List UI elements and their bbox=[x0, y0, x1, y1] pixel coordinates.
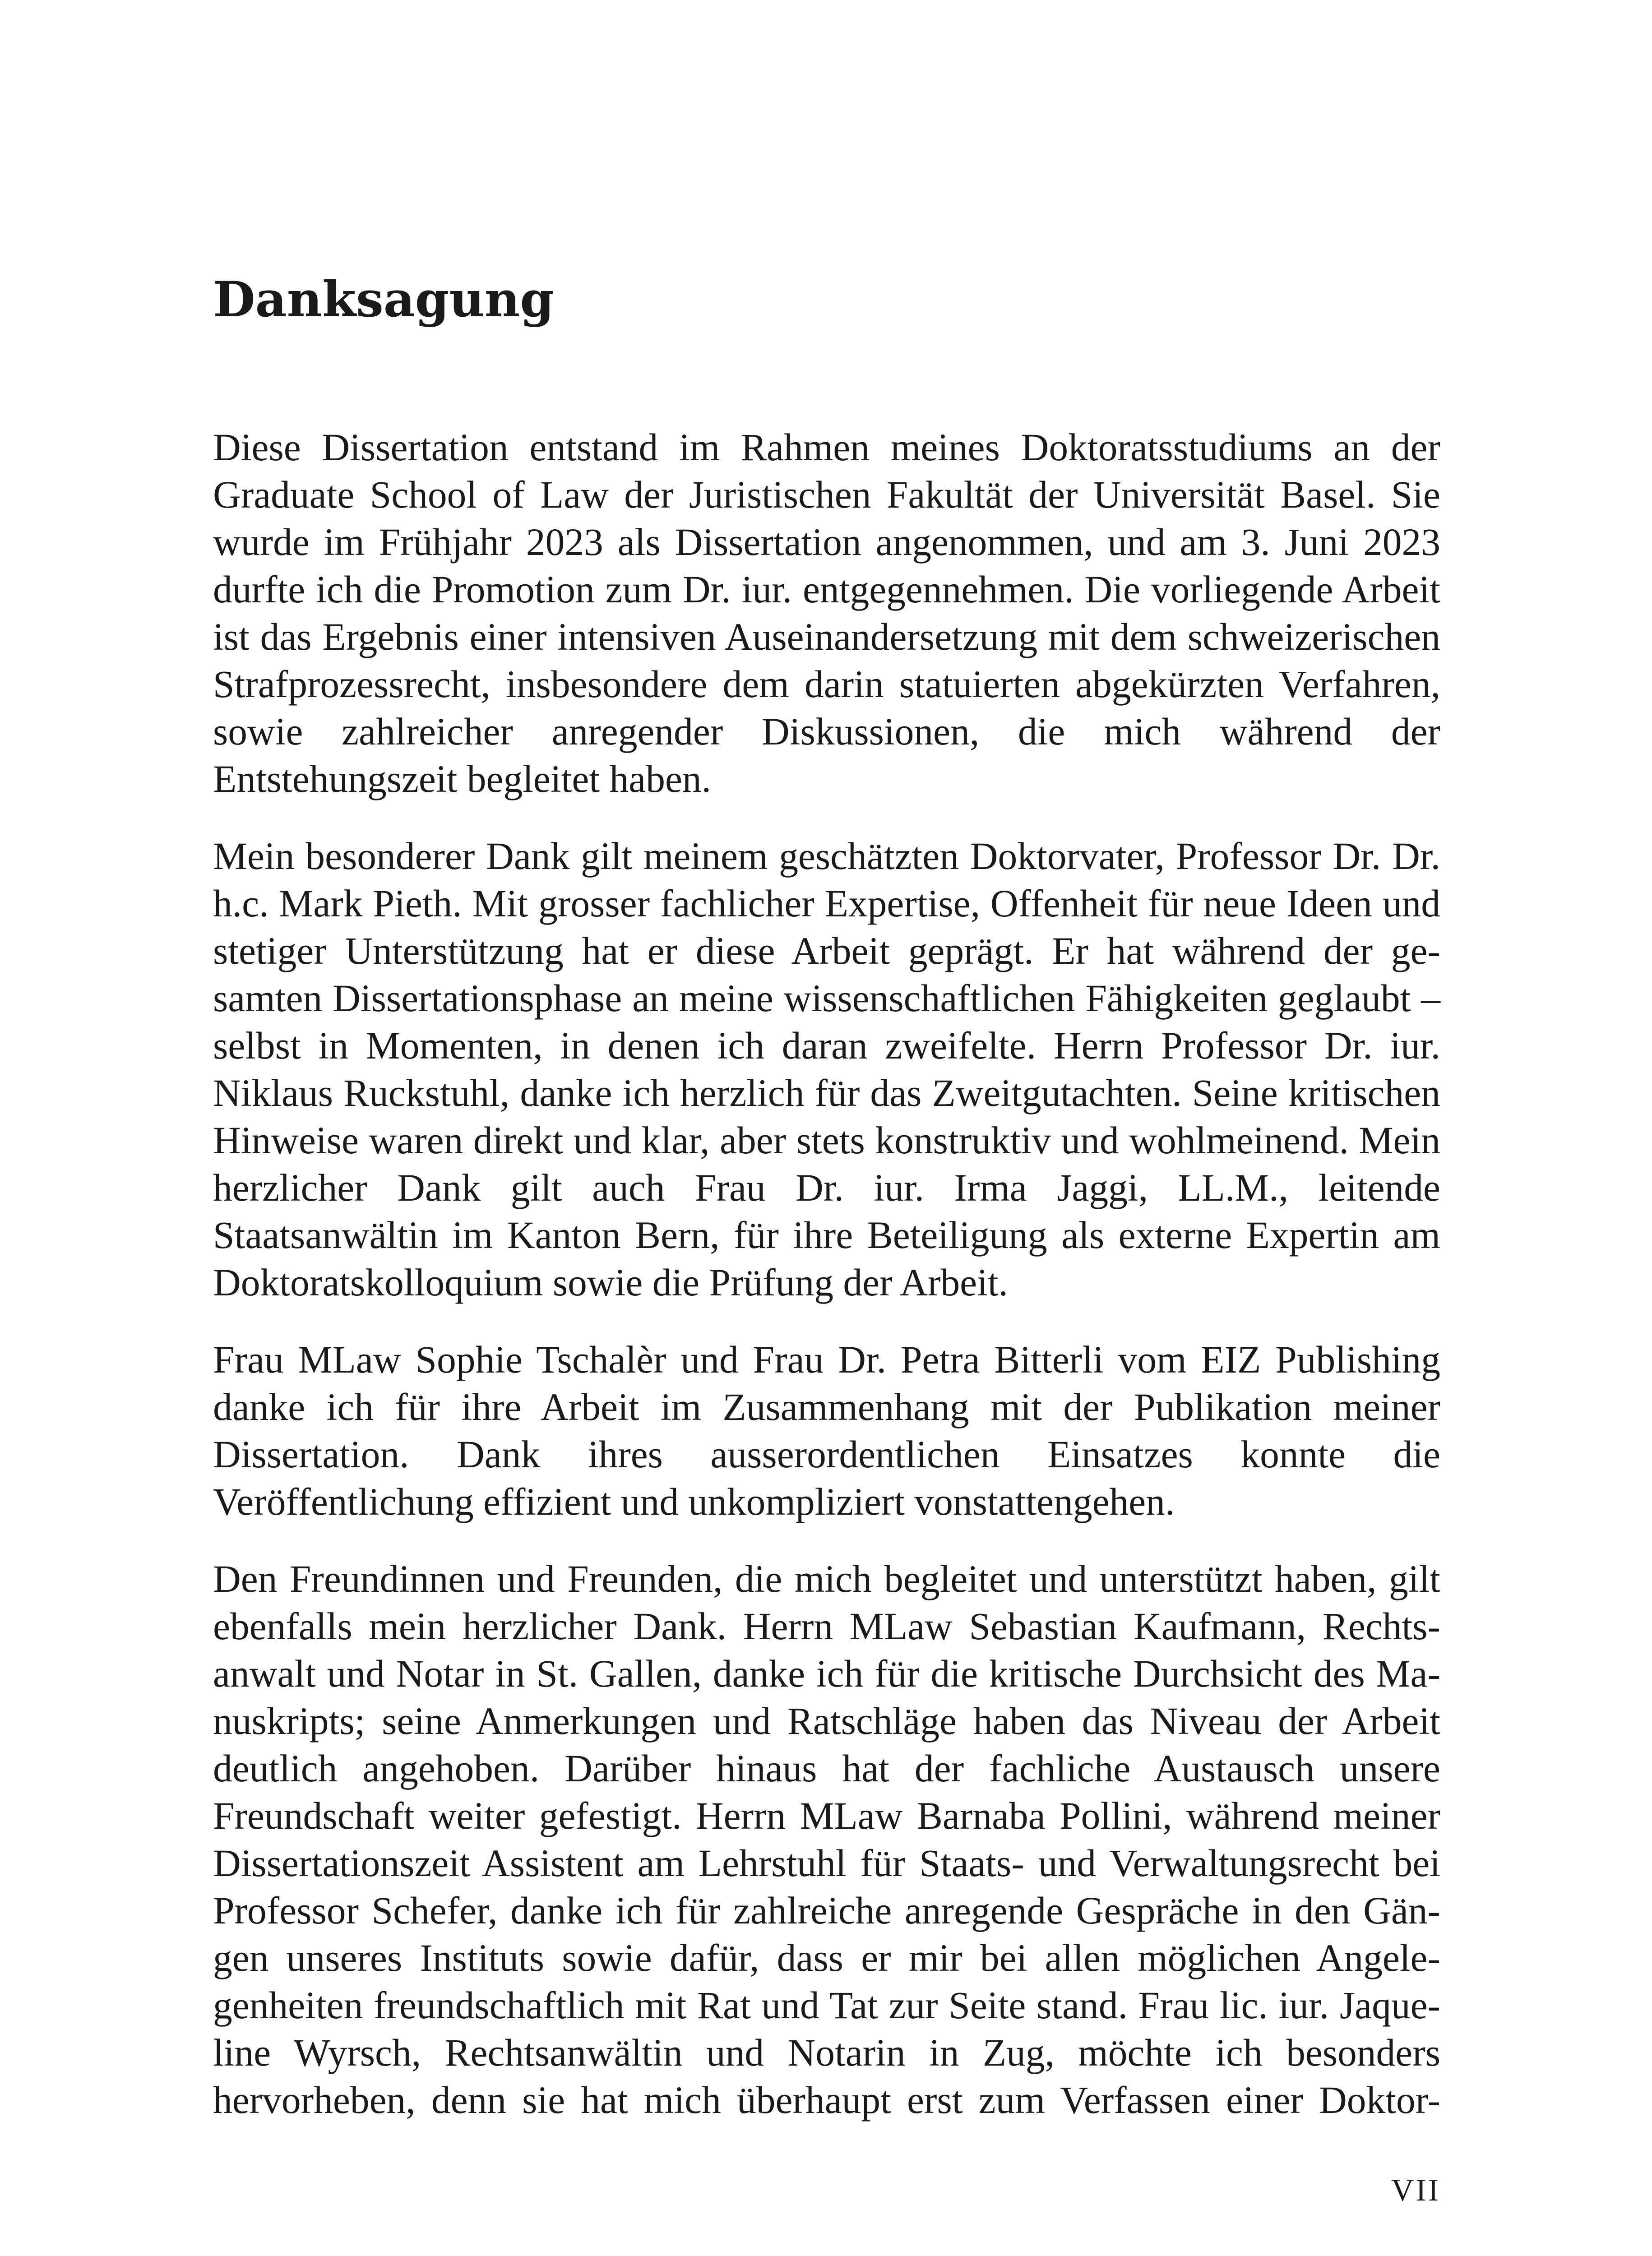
body-text bbox=[213, 424, 1440, 2154]
paragraph-introduction: Diese Dissertation entstand im Rahmen meines Doktoratsstudiums an der Graduate School of Law der Juristischen Fakultät der Universität Basel. Sie wurde im Frühjahr 2023 als Dissertation angenommen, und am 3. Juni 2023 durfte ich die Promotion zum Dr. iur. entgegennehmen. Die vorliegende Arbeit ist das Ergebnis einer intensiven Auseinandersetzung mit dem schweizerischen Strafprozessrecht, insbesondere dem darin statuierten abgekürzten Verfahren, sowie zahlreicher anregender Diskussionen, die mich während der Entstehungszeit begleitet haben. bbox=[213, 426, 1440, 800]
paragraph-publishing: Frau MLaw Sophie Tschalèr und Frau Dr. Petra Bitterli vom EIZ Publishing danke ich für ihre Arbeit im Zusammenhang mit der Publikation meiner Dissertation. Dank ihres ausserordentlichen Einsatzes konnte die Veröffentlichung effizient und unkompliziert vonstattengehen. bbox=[213, 1339, 1440, 1523]
page-title: Danksagung bbox=[213, 271, 554, 328]
paragraph-friends: Den Freundinnen und Freunden, die mich begleitet und unterstützt haben, gilt ebenfalls mein herzlicher Dank. Herrn MLaw Sebastian Kaufmann, Rechtsanwalt und Notar in St. Gallen, danke ich für die kritische Durchsicht des Manuskripts; seine Anmerkungen und Ratschläge haben das Niveau der Arbeit deutlich angehoben. Darüber hinaus hat der fachliche Austausch unsere Freundschaft weiter gefestigt. Herrn MLaw Barnaba Pollini, während meiner Dissertationszeit Assistent am Lehrstuhl für Staats- und Verwaltungsrecht bei Professor Schefer, danke ich für zahlreiche anregende Gespräche in den Gängen unseres Instituts sowie dafür, dass er mir bei allen möglichen Angelegenheiten freundschaftlich mit Rat und Tat zur Seite stand. Frau lic. iur. Jaqueline Wyrsch, Rechtsanwältin und Notarin in Zug, möchte ich besonders hervorheben, denn sie hat mich überhaupt erst zum Verfassen einer Doktor- bbox=[213, 1558, 1440, 2122]
paragraph-doctoral-supervisor: Mein besonderer Dank gilt meinem geschätzten Doktorvater, Professor Dr. Dr. h.c. Mark Pieth. Mit grosser fachlicher Expertise, Offenheit für neue Ideen und stetiger Unterstützung hat er diese Arbeit geprägt. Er hat während der gesamten Dissertationsphase an meine wissenschaftlichen Fähigkeiten geglaubt – selbst in Momenten, in denen ich daran zweifelte. Herrn Professor Dr. iur. Niklaus Ruckstuhl, danke ich herzlich für das Zweitgutachten. Seine kritischen Hinweise waren direkt und klar, aber stets konstruktiv und wohlmeinend. Mein herzlicher Dank gilt auch Frau Dr. iur. Irma Jaggi, LL.M., leitende Staatsanwältin im Kanton Bern, für ihre Beteiligung als externe Expertin am Doktoratskolloquium sowie die Prüfung der Arbeit. bbox=[213, 835, 1440, 1304]
page-number: VII bbox=[1391, 2173, 1440, 2208]
